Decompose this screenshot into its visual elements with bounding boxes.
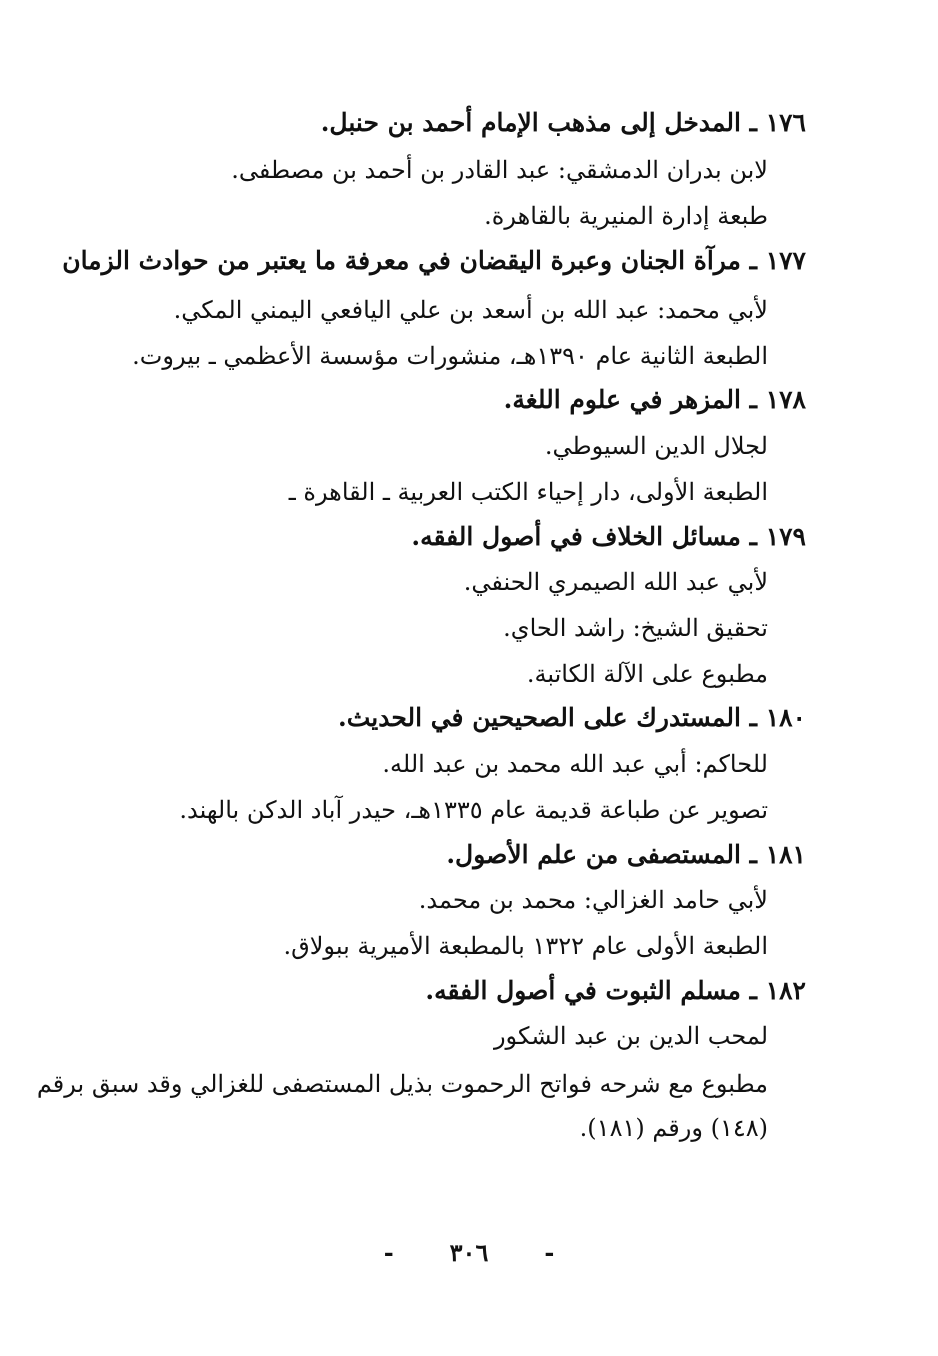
entry-178-author: لجلال الدين السيوطي. bbox=[544, 432, 768, 460]
entry-181-heading bbox=[446, 840, 806, 869]
entry-180-author: للحاكم: أبي عبد الله محمد بن عبد الله. bbox=[382, 750, 768, 778]
entry-180-heading bbox=[338, 703, 806, 732]
entry-number: ١٨٠ bbox=[765, 703, 806, 732]
entry-title: ـ المستصفى من علم الأصول. bbox=[446, 840, 757, 869]
footer-dash-right: - bbox=[383, 1238, 394, 1267]
entry-178-edition: الطبعة الأولى، دار إحياء الكتب العربية ـ القاهرة ـ bbox=[288, 478, 768, 506]
entry-176-edition: طبعة إدارة المنيرية بالقاهرة. bbox=[484, 202, 768, 230]
entry-title: ـ المزهر في علوم اللغة. bbox=[503, 385, 757, 414]
entry-number: ١٨٢ bbox=[765, 976, 806, 1005]
entry-181-edition: الطبعة الأولى عام ١٣٢٢ بالمطبعة الأميرية ببولاق. bbox=[283, 932, 768, 960]
entry-179-heading bbox=[411, 522, 806, 551]
entry-178-heading bbox=[504, 385, 806, 414]
entry-177-author: لأبي محمد: عبد الله بن أسعد بن علي اليافعي اليمني المكي. bbox=[173, 296, 768, 324]
entry-179-editor: تحقيق الشيخ: راشد الحاي. bbox=[503, 614, 768, 642]
page-footer bbox=[0, 1238, 938, 1267]
entry-179-author: لأبي عبد الله الصيمري الحنفي. bbox=[463, 568, 768, 596]
entry-title: ـ مرآة الجنان وعبرة اليقضان في معرفة ما يعتبر من حوادث الزمان bbox=[62, 246, 757, 275]
entry-number: ١٧٩ bbox=[765, 522, 806, 551]
entry-179-edition: مطبوع على الآلة الكاتبة. bbox=[526, 660, 768, 688]
entry-title: ـ المستدرك على الصحيحين في الحديث. bbox=[337, 703, 757, 732]
entry-title: ـ مسلم الثبوت في أصول الفقه. bbox=[425, 976, 757, 1005]
entry-176-heading bbox=[321, 108, 806, 137]
entry-title: ـ المدخل إلى مذهب الإمام أحمد بن حنبل. bbox=[320, 108, 757, 137]
entry-182-author: لمحب الدين بن عبد الشكور bbox=[493, 1022, 768, 1050]
entry-177-heading bbox=[62, 246, 806, 275]
entry-title: ـ مسائل الخلاف في أصول الفقه. bbox=[411, 522, 757, 551]
page-number: ٣٠٦ bbox=[449, 1238, 489, 1267]
entry-181-author: لأبي حامد الغزالي: محمد بن محمد. bbox=[418, 886, 768, 914]
entry-number: ١٧٦ bbox=[765, 108, 806, 137]
entry-number: ١٧٨ bbox=[765, 385, 806, 414]
entry-182-note: مطبوع مع شرحه فواتح الرحموت بذيل المستصفى للغزالي وقد سبق برقم bbox=[36, 1070, 768, 1098]
entry-number: ١٨١ bbox=[765, 840, 806, 869]
entry-177-edition: الطبعة الثانية عام ١٣٩٠هـ، منشورات مؤسسة الأعظمي ـ بيروت. bbox=[132, 342, 768, 370]
entry-180-edition: تصوير عن طباعة قديمة عام ١٣٣٥هـ، حيدر آباد الدكن بالهند. bbox=[179, 796, 768, 824]
entry-182-note-continued: (١٤٨) ورقم (١٨١). bbox=[579, 1114, 768, 1142]
entry-182-heading bbox=[425, 976, 806, 1005]
footer-dash-left: - bbox=[544, 1238, 555, 1267]
entry-number: ١٧٧ bbox=[765, 246, 806, 275]
entry-176-author: لابن بدران الدمشقي: عبد القادر بن أحمد بن مصطفى. bbox=[231, 156, 768, 184]
